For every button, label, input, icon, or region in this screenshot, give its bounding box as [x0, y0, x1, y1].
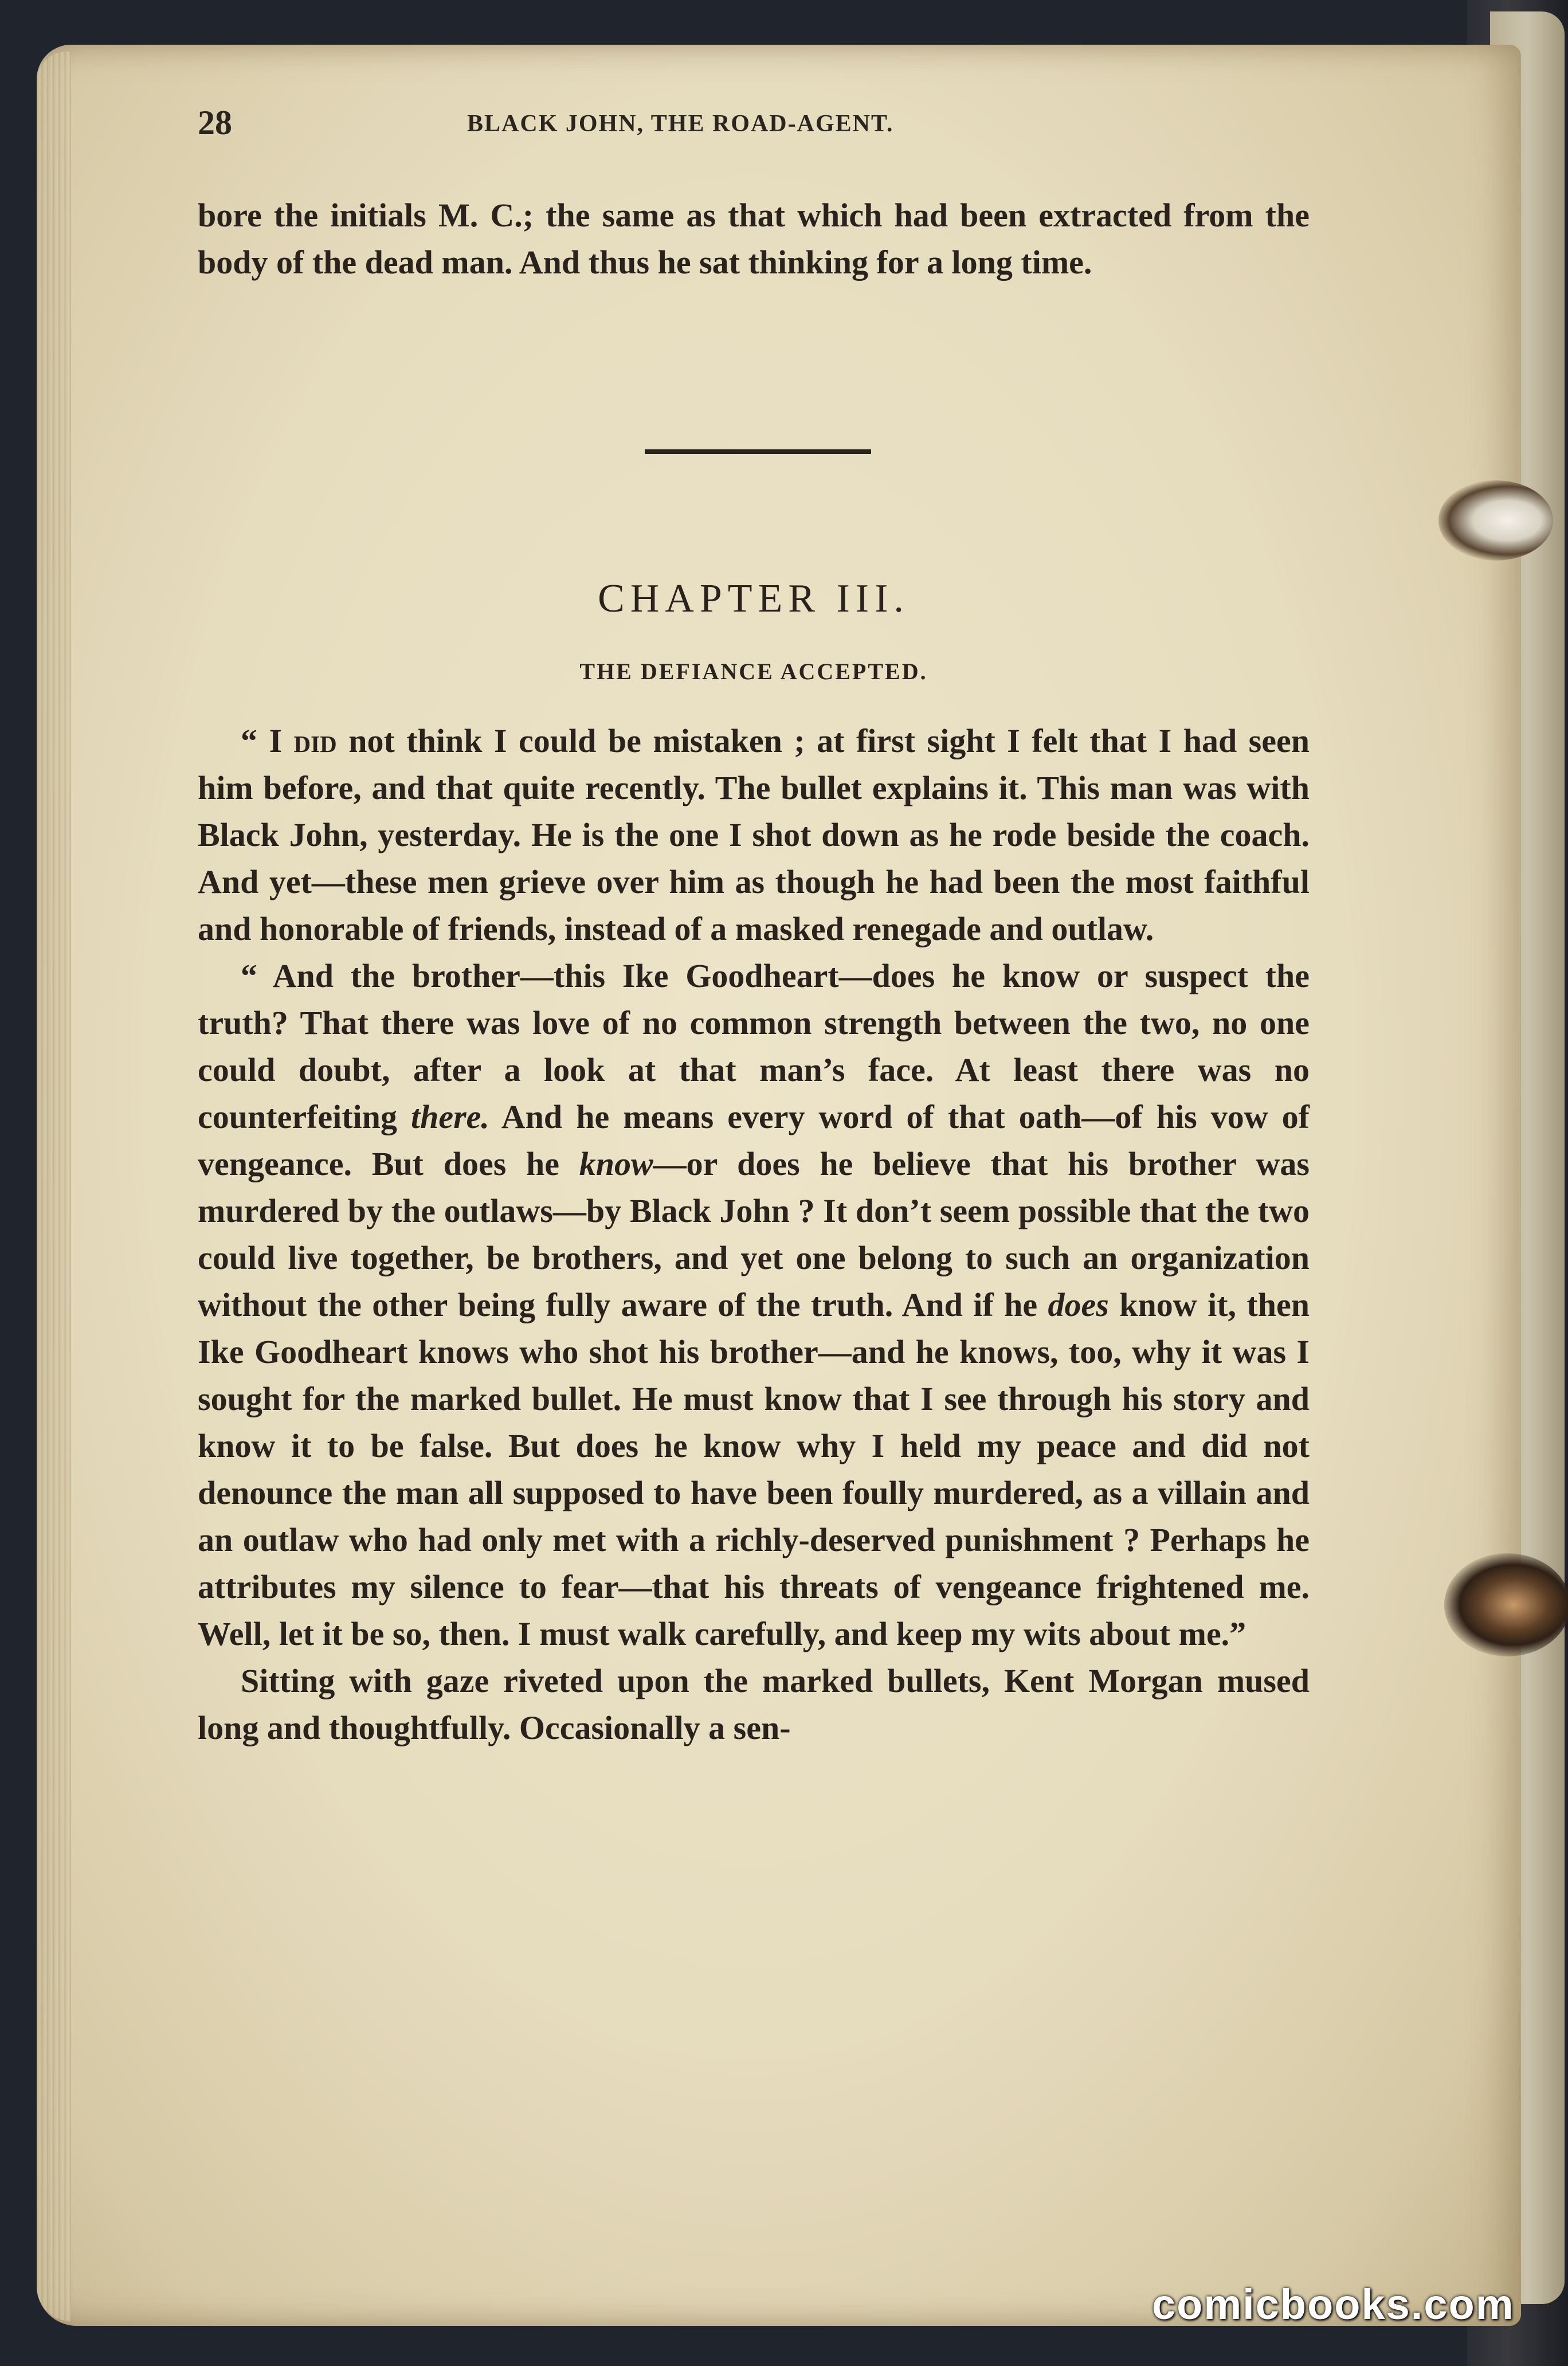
paragraph-2-part-d: know it, then Ike Goodheart knows who shot his brother—and he knows, too, why it was I sought for the marked bullet. He must know that I see through his story and know it to be false. But does he know why I held my peace and did not denounce the man all supposed to have been foully murdered, as a villain and an outlaw who had only met with a richly-deserved punishment ? Perhaps he attributes my silence to fear—that his threats of vengeance frightened me. Well, let it be so, then. I must walk carefully, and keep my wits about me.”	[198, 1286, 1310, 1652]
paragraph-2-part-b: And he means every word of that oath—of his vow of vengeance. But does he	[198, 1098, 1310, 1182]
page-header	[198, 103, 1310, 143]
italic-know: know	[579, 1145, 653, 1182]
italic-there: there.	[410, 1098, 489, 1135]
page-damage-top	[1438, 480, 1553, 561]
section-rule	[645, 449, 871, 454]
page-number: 28	[198, 104, 232, 142]
paragraph-2-part-c: —or does he believe that his brother was murdered by the outlaws—by Black John ? It don’t seem possible that the two could live together, be brothers, and yet one belong to such an organization without the other being fully aware of the truth. And if he	[198, 1145, 1310, 1323]
small-caps-word: did	[293, 722, 337, 759]
page-damage-bottom	[1444, 1553, 1568, 1656]
paragraph-2	[198, 953, 1310, 1658]
running-head: BLACK JOHN, THE ROAD-AGENT.	[467, 111, 894, 137]
page-edges	[37, 52, 71, 2321]
opening-paragraph: bore the initials M. C.; the same as that which had been extracted from the body of the dead man. And thus he sat thinking for a long time.	[198, 197, 1310, 281]
paragraph-1-text: not think I could be mistaken ; at first sight I felt that I had seen him before, and that quite recently. The bullet explains it. This man was with Black John, yesterday. He is the one I shot down as he rode beside the coach. And yet—these men grieve over him as though he had been the most faithful and honorable of friends, instead of a masked renegade and outlaw.	[198, 722, 1310, 947]
chapter-title: CHAPTER III.	[598, 577, 910, 621]
chapter-body	[198, 718, 1310, 1752]
paragraph-1-open: “ I	[241, 722, 294, 759]
paragraph-2-part-a: “ And the brother—this Ike Goodheart—does he know or suspect the truth? That there was love of no common strength between the two, no one could doubt, after a look at that man’s face. At least there was no counterfeiting	[198, 957, 1310, 1135]
italic-does: does	[1048, 1286, 1109, 1323]
watermark: comicbooks.com	[1152, 2281, 1515, 2328]
chapter-subtitle: THE DEFIANCE ACCEPTED.	[579, 659, 928, 684]
paragraph-3: Sitting with gaze riveted upon the marked bullets, Kent Morgan mused long and thoughtfully. Occasionally a sen-	[198, 1662, 1310, 1746]
paragraph-1	[198, 718, 1310, 953]
